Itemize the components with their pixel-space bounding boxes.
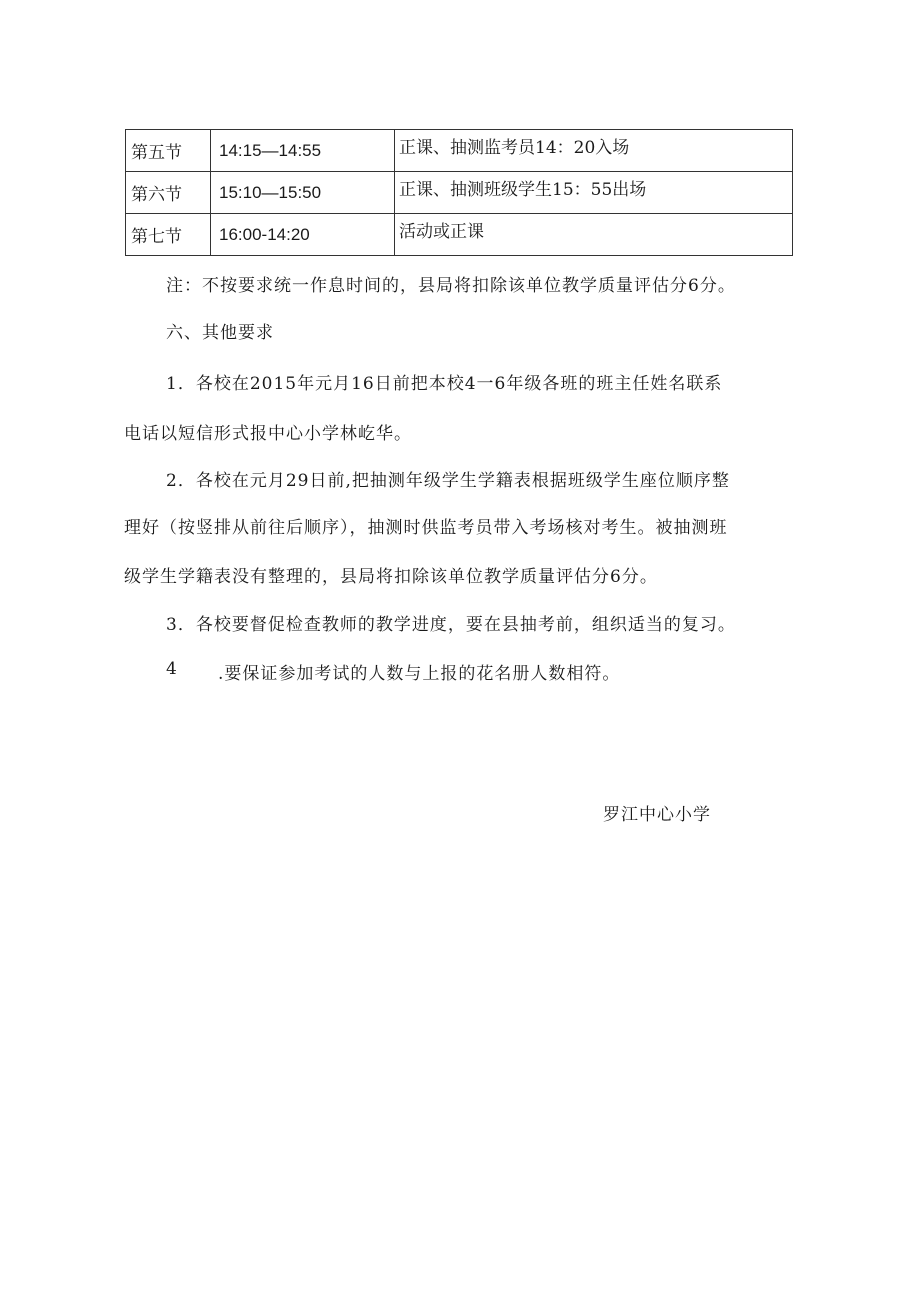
item-3-line-1: 3．各校要督促检查教师的教学进度，要在县抽考前，组织适当的复习。 [166, 615, 736, 635]
table-row [126, 214, 793, 256]
note-cell: 正课、抽测监考员14：20入场 [395, 130, 793, 172]
item-4-line-1: .要保证参加考试的人数与上报的花名册人数相符。 [218, 664, 621, 684]
note-cell: 正课、抽测班级学生15：55出场 [395, 172, 793, 214]
period-cell: 第五节 [126, 130, 211, 172]
time-cell: 14:15—14:55 [211, 130, 395, 172]
item-2-line-3: 级学生学籍表没有整理的，县局将扣除该单位教学质量评估分6分。 [124, 567, 658, 587]
time-cell: 15:10—15:50 [211, 172, 395, 214]
item-4-number: 4 [166, 659, 178, 679]
period-cell: 第七节 [126, 214, 211, 256]
table-row [126, 172, 793, 214]
schedule-note: 注：不按要求统一作息时间的，县局将扣除该单位教学质量评估分6分。 [166, 276, 736, 296]
note-cell: 活动或正课 [395, 214, 793, 256]
item-1-line-2: 电话以短信形式报中心小学林屹华。 [124, 424, 412, 444]
item-1-line-1: 1．各校在2015年元月16日前把本校4一6年级各班的班主任姓名联系 [166, 374, 723, 394]
time-cell: 16:00-14:20 [211, 214, 395, 256]
item-2-line-2: 理好（按竖排从前往后顺序），抽测时供监考员带入考场核对考生。被抽测班 [124, 518, 728, 538]
schedule-table [125, 129, 793, 256]
item-2-line-1: 2．各校在元月29日前,把抽测年级学生学籍表根据班级学生座位顺序整 [166, 471, 730, 491]
signature: 罗江中心小学 [603, 805, 711, 825]
section-title: 六、其他要求 [166, 323, 274, 343]
period-cell: 第六节 [126, 172, 211, 214]
table-row [126, 130, 793, 172]
